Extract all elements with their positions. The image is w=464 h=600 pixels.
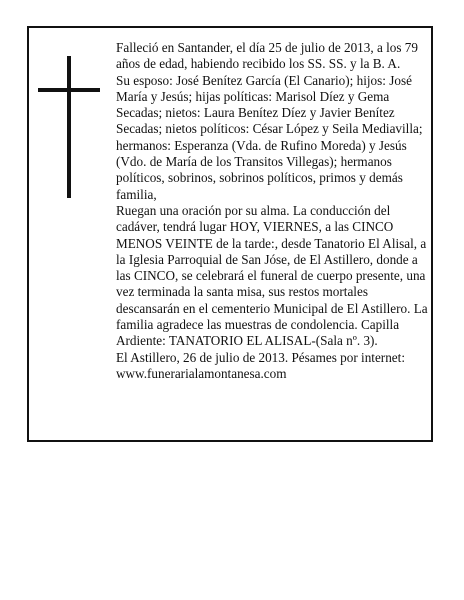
family-list: Su esposo: José Benítez García (El Canario); hijos: José María y Jesús; hijas políticas: Marisol Díez y Gema Secadas; nietos: Laura Benítez Díez y Javier Benítez Secadas; nietos políticos: César López y Seila Mediavilla; hermanos: Esperanza (Vda. de Rufino Moreda) y Jesús (Vdo. de María de los Transitos Villegas); hermanos políticos, sobrinos, sobrinos políticos, primos y demás familia, [116,72,423,202]
obituary-notice [27,26,433,442]
funeral-details: Ruegan una oración por su alma. La conducción del cadáver, tendrá lugar HOY, VIERNES, a las CINCO MENOS VEINTE de la tarde:, desde Tanatorio El Alisal, a la Iglesia Parroquial de San Jóse, de El Astillero, donde a las CINCO, se celebrará el funeral de cuerpo presente, una vez terminada la santa misa, sus restos mortales descansarán en el cementerio Municipal de El Astillero. La familia agradece las muestras de condolencia. Capilla Ardiente: TANATORIO EL ALISAL-(Sala nº. 3). [116,202,428,349]
cross-vertical-bar [67,56,71,198]
cross-horizontal-bar [38,88,100,92]
obituary-text [116,40,428,382]
closing-line: El Astillero, 26 de julio de 2013. Pésames por internet: www.funerarialamontanesa.com [116,349,405,381]
death-announcement: Falleció en Santander, el día 25 de julio de 2013, a los 79 años de edad, habiendo recibido los SS. SS. y la B. A. [116,40,418,72]
